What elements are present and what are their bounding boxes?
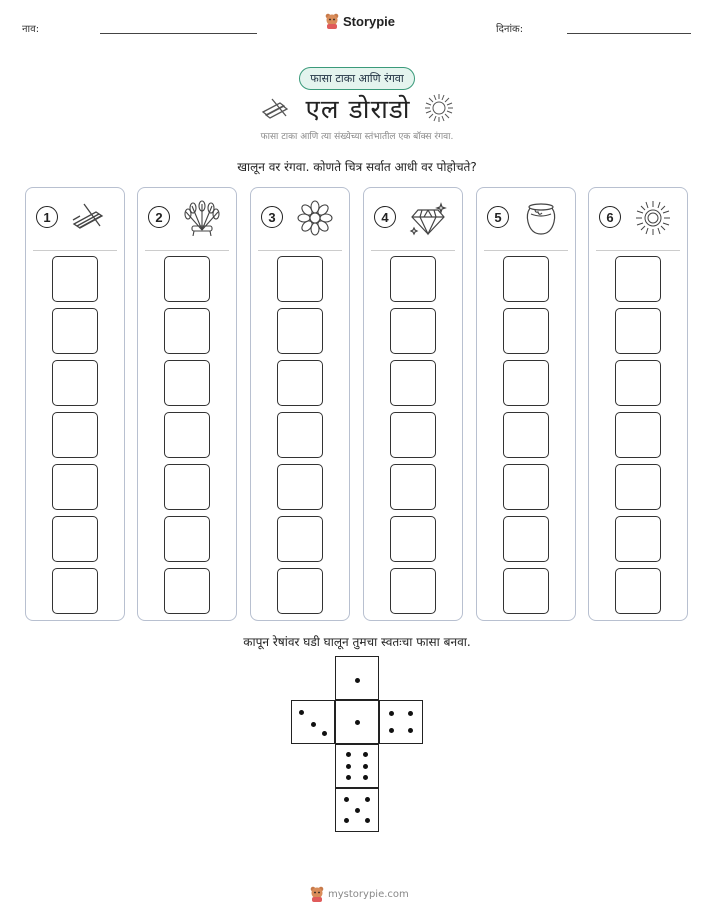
- color-box[interactable]: [390, 308, 436, 354]
- color-box[interactable]: [503, 360, 549, 406]
- color-box[interactable]: [615, 360, 661, 406]
- die-pip: [408, 711, 413, 716]
- die-face-bottom: [335, 788, 379, 832]
- color-box[interactable]: [277, 516, 323, 562]
- color-box[interactable]: [164, 256, 210, 302]
- die-pip: [363, 752, 368, 757]
- color-box[interactable]: [390, 464, 436, 510]
- column-2: [137, 187, 237, 621]
- headdress-icon: [182, 200, 222, 236]
- color-box[interactable]: [615, 568, 661, 614]
- column-number: 2: [148, 206, 170, 228]
- color-box[interactable]: [52, 256, 98, 302]
- sun-icon: [633, 200, 673, 236]
- die-pip: [322, 731, 327, 736]
- color-box[interactable]: [503, 308, 549, 354]
- die-pip: [365, 797, 370, 802]
- column-divider: [484, 250, 568, 251]
- color-box[interactable]: [52, 360, 98, 406]
- color-box[interactable]: [277, 412, 323, 458]
- color-box[interactable]: [164, 516, 210, 562]
- color-box[interactable]: [390, 256, 436, 302]
- color-box[interactable]: [277, 360, 323, 406]
- instruction: खालून वर रंगवा. कोणते चित्र सर्वात आधी वर पोहोचते?: [237, 160, 477, 174]
- die-face-left: [291, 700, 335, 744]
- title-row: [0, 90, 714, 126]
- color-box[interactable]: [503, 516, 549, 562]
- column-divider: [596, 250, 680, 251]
- color-box[interactable]: [52, 308, 98, 354]
- column-6: [588, 187, 688, 621]
- color-box[interactable]: [277, 464, 323, 510]
- color-box[interactable]: [164, 412, 210, 458]
- column-divider: [258, 250, 342, 251]
- column-number: 4: [374, 206, 396, 228]
- date-line[interactable]: [567, 33, 691, 34]
- color-box[interactable]: [164, 464, 210, 510]
- column-divider: [371, 250, 455, 251]
- date-label: दिनांक:: [496, 24, 524, 35]
- sun-icon: [424, 93, 454, 123]
- color-box[interactable]: [277, 308, 323, 354]
- brand-name: Storypie: [343, 13, 396, 29]
- die-pip: [355, 808, 360, 813]
- raft-icon: [260, 96, 292, 120]
- footer-url: mystorypie.com: [328, 888, 409, 900]
- color-box[interactable]: [390, 412, 436, 458]
- die-pip: [346, 764, 351, 769]
- name-line[interactable]: [100, 33, 257, 34]
- bear-icon: [310, 886, 324, 902]
- die-pip: [389, 728, 394, 733]
- name-label: नाव:: [22, 24, 40, 35]
- die-pip: [389, 711, 394, 716]
- brand-logo: [325, 13, 395, 29]
- color-box[interactable]: [52, 464, 98, 510]
- raft-icon: [70, 200, 110, 236]
- column-divider: [145, 250, 229, 251]
- color-box[interactable]: [615, 412, 661, 458]
- die-pip: [346, 752, 351, 757]
- die-pip: [408, 728, 413, 733]
- die-pip: [363, 764, 368, 769]
- color-box[interactable]: [52, 412, 98, 458]
- color-box[interactable]: [390, 360, 436, 406]
- color-box[interactable]: [615, 464, 661, 510]
- color-box[interactable]: [164, 308, 210, 354]
- page-title: एल डोराडो: [305, 95, 411, 125]
- die-face-right: [379, 700, 423, 744]
- column-4: [363, 187, 463, 621]
- activity-badge: फासा टाका आणि रंगवा: [299, 67, 415, 90]
- color-box[interactable]: [615, 516, 661, 562]
- color-box[interactable]: [503, 568, 549, 614]
- color-box[interactable]: [503, 412, 549, 458]
- column-number: 5: [487, 206, 509, 228]
- die-face-center: [335, 700, 379, 744]
- badge-row: [0, 67, 714, 90]
- column-5: [476, 187, 576, 621]
- color-box[interactable]: [390, 568, 436, 614]
- column-3: [250, 187, 350, 621]
- column-1: [25, 187, 125, 621]
- footer: [310, 886, 409, 902]
- color-box[interactable]: [164, 568, 210, 614]
- die-pip: [355, 720, 360, 725]
- color-box[interactable]: [615, 256, 661, 302]
- color-box[interactable]: [52, 568, 98, 614]
- die-pip: [363, 775, 368, 780]
- die-pip: [365, 818, 370, 823]
- color-box[interactable]: [164, 360, 210, 406]
- color-box[interactable]: [615, 308, 661, 354]
- die-face-top: [335, 656, 379, 700]
- die-face-lower: [335, 744, 379, 788]
- color-box[interactable]: [52, 516, 98, 562]
- color-box[interactable]: [277, 256, 323, 302]
- die-pip: [346, 775, 351, 780]
- column-number: 3: [261, 206, 283, 228]
- color-box[interactable]: [503, 256, 549, 302]
- column-number: 6: [599, 206, 621, 228]
- column-number: 1: [36, 206, 58, 228]
- flower-icon: [295, 200, 335, 236]
- dice-instruction: कापून रेषांवर घडी घालून तुमचा स्वतःचा फासा बनवा.: [243, 635, 471, 649]
- diamond-icon: [408, 200, 448, 236]
- color-box[interactable]: [503, 464, 549, 510]
- die-pip: [355, 678, 360, 683]
- color-box[interactable]: [277, 568, 323, 614]
- subtitle: फासा टाका आणि त्या संख्येच्या स्तंभातील एक बॉक्स रंगवा.: [260, 132, 454, 142]
- column-divider: [33, 250, 117, 251]
- die-pip: [344, 818, 349, 823]
- bear-icon: [325, 13, 339, 29]
- die-pip: [299, 710, 304, 715]
- color-box[interactable]: [390, 516, 436, 562]
- die-pip: [311, 722, 316, 727]
- die-pip: [344, 797, 349, 802]
- pot-icon: [521, 200, 561, 236]
